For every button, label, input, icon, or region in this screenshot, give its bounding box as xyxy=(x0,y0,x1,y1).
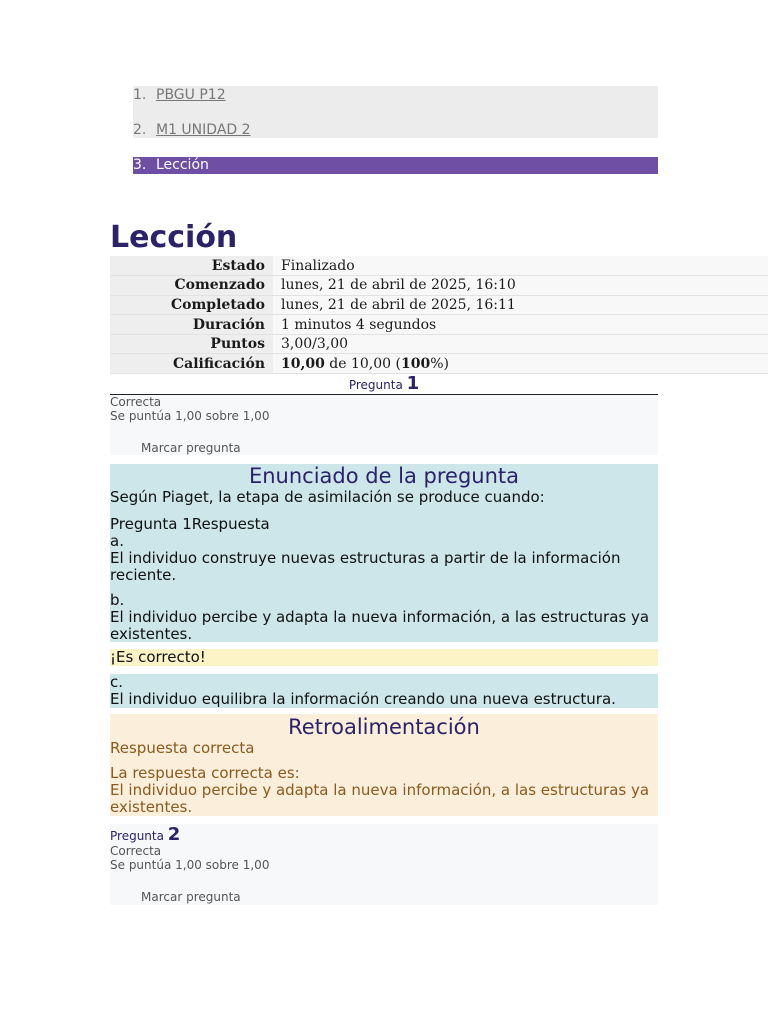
page-title: Lección xyxy=(110,220,238,255)
summary-value: Finalizado xyxy=(273,256,768,276)
summary-row-completed xyxy=(110,295,768,315)
question-2-info xyxy=(110,824,658,905)
summary-value: lunes, 21 de abril de 2025, 16:11 xyxy=(273,295,768,315)
breadcrumb-number: 1. xyxy=(133,87,147,103)
answer-option-a[interactable] xyxy=(110,533,658,584)
summary-label: Estado xyxy=(110,256,273,276)
summary-row-points xyxy=(110,334,768,354)
question-state: Correcta xyxy=(110,844,162,858)
option-text: El individuo construye nuevas estructuras a partir de la información reciente. xyxy=(110,549,621,584)
option-feedback-correct: ¡Es correcto! xyxy=(110,649,658,666)
question-grade: Se puntúa 1,00 sobre 1,00 xyxy=(110,858,270,872)
breadcrumb-current-label: Lección xyxy=(156,157,209,173)
summary-label: Comenzado xyxy=(110,276,273,296)
option-text: El individuo percibe y adapta la nueva información, a las estructuras ya existentes. xyxy=(110,608,650,643)
breadcrumb-group xyxy=(133,86,658,138)
breadcrumb-number: 2. xyxy=(133,122,147,138)
option-letter: a. xyxy=(110,532,124,550)
grade-suffix: %) xyxy=(430,355,449,372)
question-state: Correcta xyxy=(110,395,162,409)
question-number xyxy=(110,824,658,844)
summary-row-grade xyxy=(110,354,768,374)
question-1-header xyxy=(110,373,658,395)
answer-option-c[interactable] xyxy=(110,674,658,708)
summary-label: Completado xyxy=(110,295,273,315)
option-text: El individuo equilibra la información creando una nueva estructura. xyxy=(110,690,616,708)
summary-row-state xyxy=(110,256,768,276)
answer-label: Pregunta 1Respuesta xyxy=(110,515,270,533)
statement-heading: Enunciado de la pregunta xyxy=(110,464,658,489)
summary-value: 3,00/3,00 xyxy=(273,334,768,354)
summary-label: Puntos xyxy=(110,334,273,354)
question-1-feedback xyxy=(110,714,658,816)
question-grade: Se puntúa 1,00 sobre 1,00 xyxy=(110,409,270,423)
answer-option-b[interactable] xyxy=(110,592,658,643)
question-label: Pregunta xyxy=(110,829,164,843)
breadcrumb-item-course xyxy=(133,86,226,104)
question-statement: Según Piaget, la etapa de asimilación se produce cuando: xyxy=(110,488,545,506)
question-label: Pregunta xyxy=(348,378,403,392)
question-number-value: 2 xyxy=(167,824,181,845)
summary-row-started xyxy=(110,276,768,296)
grade-score: 10,00 xyxy=(281,355,325,372)
attempt-summary-table xyxy=(110,256,768,374)
summary-value: 1 minutos 4 segundos xyxy=(273,315,768,335)
option-letter: b. xyxy=(110,591,125,609)
question-number xyxy=(348,373,420,394)
flag-question-link[interactable]: Marcar pregunta xyxy=(141,890,241,904)
summary-value: lunes, 21 de abril de 2025, 16:10 xyxy=(273,276,768,296)
breadcrumb-number: 3. xyxy=(133,157,147,173)
option-letter: c. xyxy=(110,673,124,691)
summary-label: Calificación xyxy=(110,354,273,374)
breadcrumb xyxy=(133,86,658,138)
general-feedback: Respuesta correcta xyxy=(110,739,255,757)
breadcrumb-item-current xyxy=(133,157,658,174)
summary-value-grade xyxy=(273,354,768,374)
question-1-info xyxy=(110,395,658,455)
right-answer-text: El individuo percibe y adapta la nueva información, a las estructuras ya existentes. xyxy=(110,781,650,816)
feedback-heading: Retroalimentación xyxy=(288,715,480,739)
breadcrumb-item-unit xyxy=(133,121,251,139)
grade-of: de 10,00 ( xyxy=(329,355,401,372)
question-1-formulation xyxy=(110,464,658,642)
breadcrumb-link-course[interactable]: PBGU P12 xyxy=(156,87,226,103)
summary-row-duration xyxy=(110,315,768,335)
breadcrumb-link-unit[interactable]: M1 UNIDAD 2 xyxy=(156,122,251,138)
right-answer-intro: La respuesta correcta es: xyxy=(110,764,300,782)
summary-label: Duración xyxy=(110,315,273,335)
formulation-body xyxy=(110,489,658,642)
flag-question-link[interactable]: Marcar pregunta xyxy=(141,441,241,455)
grade-percent: 100 xyxy=(401,355,431,372)
question-number-value: 1 xyxy=(406,373,420,394)
